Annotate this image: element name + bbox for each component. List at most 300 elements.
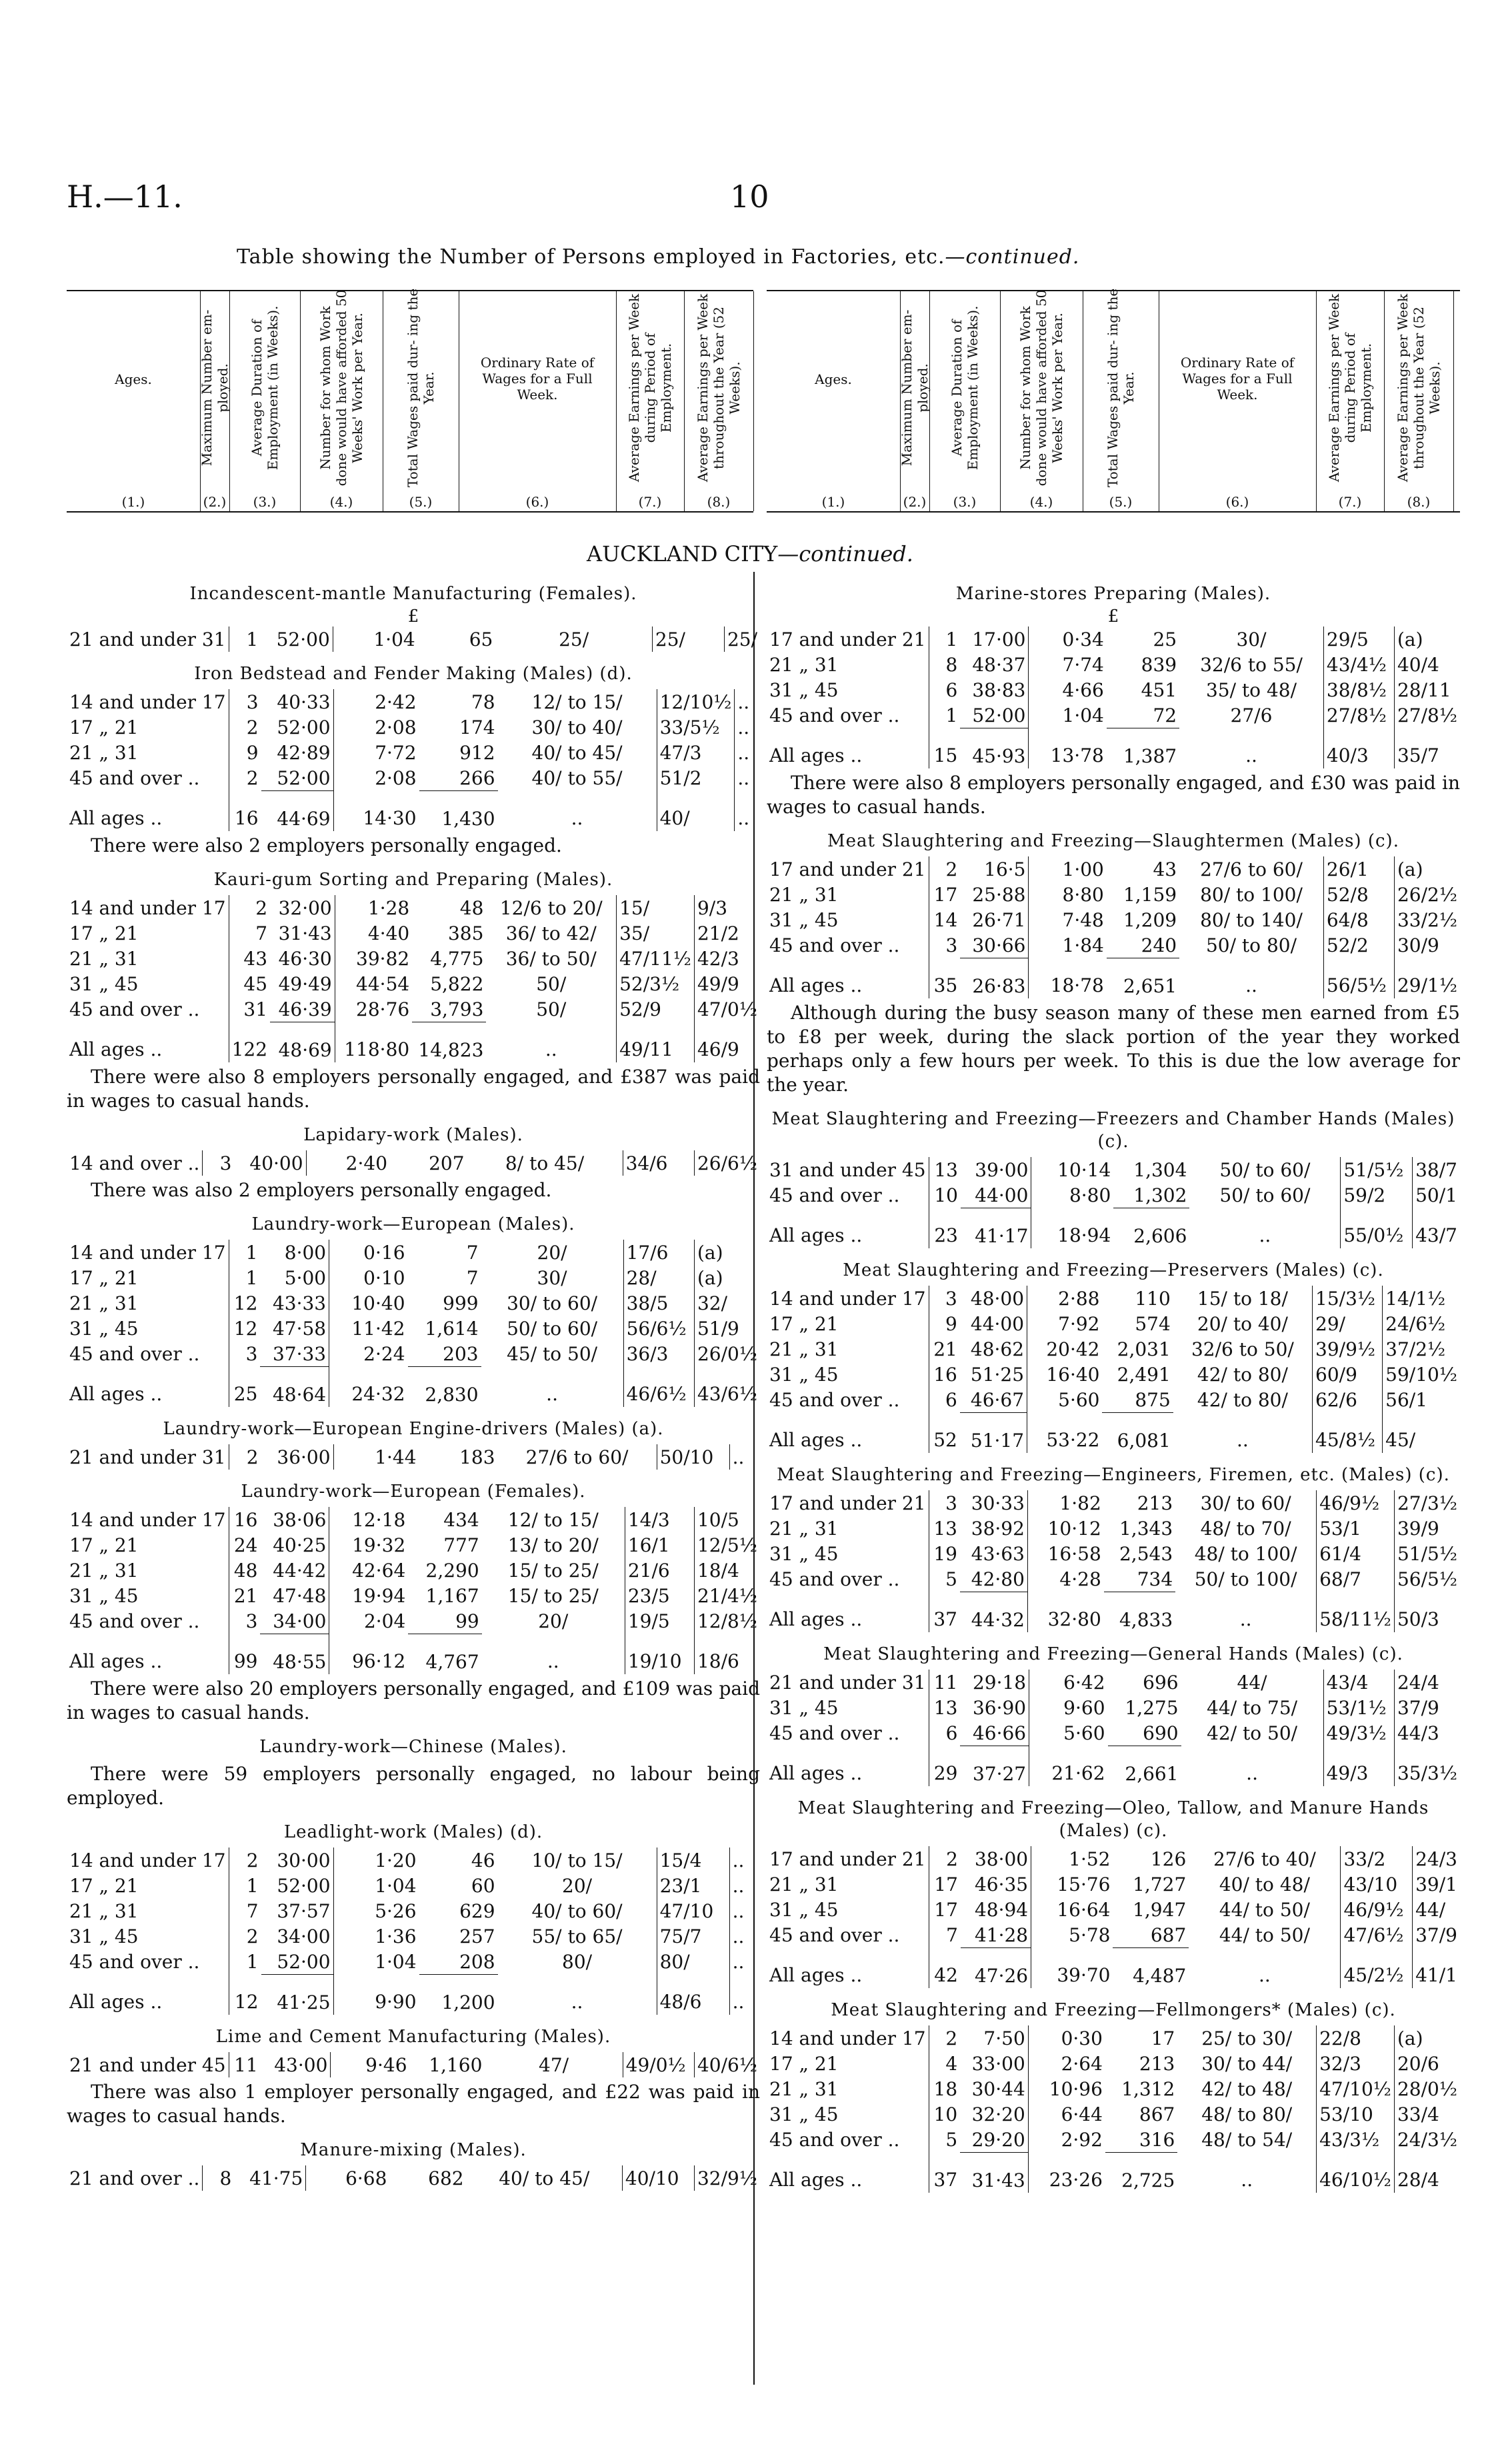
table-cell: 27/3½ — [1394, 1490, 1460, 1516]
table-cell: 5·78 — [1031, 1922, 1113, 1948]
table-cell: 32/ — [694, 1290, 760, 1316]
table-cell: 29·20 — [971, 2128, 1025, 2151]
column-header-6 — [459, 291, 617, 511]
table-cell: 9 — [929, 1311, 960, 1336]
table-cell: 6·44 — [1028, 2101, 1105, 2127]
table-cell: 27/6 to 60/ — [525, 1446, 629, 1468]
total-cell: 122 — [229, 1022, 270, 1063]
table-cell: 126 — [1150, 1848, 1187, 1870]
table-cell: 42·89 — [277, 741, 331, 764]
table-cell: 21 and under 31 — [769, 1671, 926, 1694]
table-row — [767, 1182, 1460, 1208]
table-cell: 21 „ 31 — [769, 1338, 839, 1360]
table-cell: 55/ to 65/ — [531, 1925, 623, 1947]
section-note: There was also 1 employer personally engaged, and £22 was paid in wages to casual hands. — [67, 2081, 760, 2127]
total-cell: All ages .. — [769, 744, 863, 767]
total-cell: 19/10 — [625, 1634, 694, 1675]
total-cell: All ages .. — [69, 1383, 163, 1406]
table-cell: .. — [735, 689, 760, 714]
total-cell: .. — [735, 791, 760, 832]
table-cell: 42·64 — [329, 1558, 408, 1583]
table-cell: 45 and over .. — [769, 704, 900, 726]
total-cell: 21·62 — [1029, 1746, 1108, 1787]
table-cell: 80/ — [562, 1950, 593, 1973]
total-row — [767, 1592, 1460, 1633]
table-cell: 39/9½ — [1313, 1336, 1383, 1362]
column-header-label: Number for whom Work done would have afforded 50 Weeks' Work per Year. — [317, 289, 365, 487]
table-cell: 30/ to 40/ — [531, 716, 623, 738]
table-cell: 46·39 — [278, 998, 332, 1020]
table-cell: 1·36 — [333, 1923, 419, 1949]
table-row — [767, 1566, 1460, 1592]
table-cell: 37/2½ — [1383, 1336, 1460, 1362]
table-cell: 31 „ 45 — [769, 1542, 839, 1565]
table-cell: 15/ to 18/ — [1197, 1287, 1288, 1310]
total-cell: 23·26 — [1028, 2153, 1105, 2193]
table-cell: 3 — [929, 1490, 960, 1516]
table-row — [767, 1516, 1460, 1541]
table-cell: 18 — [929, 2076, 960, 2101]
table-cell: 38·00 — [974, 1848, 1029, 1870]
total-cell: 49/11 — [617, 1022, 695, 1063]
table-cell: 7·92 — [1027, 1311, 1103, 1336]
table-cell: 14 and under 17 — [69, 1508, 226, 1531]
table-cell: 110 — [1135, 1287, 1171, 1310]
table-cell: 174 — [459, 716, 495, 738]
table-row — [767, 652, 1460, 677]
table-cell: 20/ — [537, 1241, 567, 1264]
column-header-1 — [767, 291, 901, 511]
table-cell: 27/6 to 40/ — [1213, 1848, 1316, 1870]
table-cell: 48·62 — [970, 1338, 1025, 1360]
table-cell: 39/9 — [1394, 1516, 1460, 1541]
table-cell: 999 — [443, 1292, 479, 1314]
table-cell: 0·30 — [1028, 2025, 1105, 2051]
table-cell: 17 and under 21 — [769, 858, 926, 880]
data-table — [67, 2052, 760, 2077]
table-cell: 0·34 — [1029, 626, 1107, 652]
table-cell: 21 — [229, 1583, 260, 1608]
table-row — [67, 1316, 760, 1341]
table-cell: 17 — [929, 1871, 961, 1897]
table-row — [67, 1558, 760, 1583]
table-cell: 9·46 — [331, 2052, 410, 2077]
table-cell: 839 — [1141, 653, 1177, 676]
table-cell: 61/4 — [1317, 1541, 1395, 1566]
total-cell: 37·27 — [960, 1746, 1029, 1787]
table-cell: 47/10½ — [1317, 2076, 1395, 2101]
table-cell: 12/ to 15/ — [531, 690, 623, 713]
total-cell: 45·93 — [960, 728, 1029, 769]
table-cell: 4·28 — [1027, 1566, 1103, 1592]
table-cell: 17 — [929, 1897, 961, 1922]
table-row — [67, 740, 760, 765]
table-cell: 72 — [1153, 704, 1177, 726]
table-cell: 2·64 — [1028, 2051, 1105, 2076]
table-cell: 46·35 — [974, 1873, 1029, 1895]
table-cell: 16 — [229, 1507, 260, 1532]
table-row — [67, 1873, 760, 1898]
table-cell: 696 — [1143, 1671, 1179, 1694]
table-cell: 28/11 — [1394, 677, 1460, 702]
table-cell: 30/ — [537, 1266, 567, 1289]
table-cell: 21 and under 31 — [69, 628, 226, 650]
data-table — [67, 1240, 760, 1407]
table-cell: 44/ — [1237, 1671, 1267, 1694]
table-row — [767, 1846, 1460, 1871]
table-cell: 5 — [929, 2127, 960, 2153]
table-section — [67, 2025, 760, 2128]
table-cell: 21 „ 31 — [69, 1292, 139, 1314]
table-cell: 2·40 — [306, 1150, 390, 1176]
column-header-label: Total Wages paid dur- ing the Year. — [1105, 288, 1137, 488]
total-cell: All ages .. — [769, 1608, 863, 1631]
table-cell: 21 „ 31 — [769, 2077, 839, 2100]
table-cell: 48·00 — [970, 1287, 1025, 1310]
total-cell: 18·78 — [1029, 958, 1107, 999]
table-cell: 29/ — [1313, 1311, 1383, 1336]
city-title-text: AUCKLAND CITY — [587, 541, 778, 567]
table-cell: 43/10 — [1341, 1871, 1413, 1897]
table-row — [767, 1490, 1460, 1516]
table-cell: 8 — [203, 2165, 234, 2191]
table-cell: 42/ to 80/ — [1197, 1363, 1288, 1386]
total-cell: .. — [1259, 1224, 1271, 1247]
table-cell: 240 — [1141, 934, 1177, 956]
table-title — [237, 245, 1079, 269]
table-row — [67, 1290, 760, 1316]
column-header-number: (6.) — [525, 494, 549, 510]
table-cell: 13 — [929, 1157, 961, 1182]
table-cell: 43/3½ — [1317, 2127, 1395, 2153]
table-cell: 47/ — [539, 2053, 569, 2076]
table-cell: 10·40 — [329, 1290, 408, 1316]
table-cell: 30/ to 60/ — [507, 1292, 598, 1314]
currency-unit: £ — [407, 607, 419, 626]
table-cell: 40/ to 55/ — [531, 766, 623, 789]
total-cell: All ages .. — [769, 1762, 863, 1785]
table-section — [767, 830, 1460, 1097]
table-cell: 51/5½ — [1341, 1157, 1413, 1182]
table-cell: 2 — [229, 895, 270, 920]
table-cell: 56/1 — [1383, 1387, 1460, 1413]
table-cell: 23/1 — [657, 1873, 729, 1898]
total-cell: 41·25 — [261, 1975, 334, 2015]
total-cell: 2,661 — [1108, 1746, 1181, 1787]
table-cell: 16·64 — [1031, 1897, 1113, 1922]
table-cell: 5 — [929, 1566, 960, 1592]
table-cell: 1,727 — [1133, 1873, 1187, 1895]
column-header-label: Ordinary Rate of Wages for a Full Week. — [1180, 355, 1295, 403]
table-cell: 4·66 — [1029, 677, 1107, 702]
total-cell: .. — [546, 1383, 558, 1406]
table-section — [67, 1480, 760, 1725]
table-cell: 40/4 — [1394, 652, 1460, 677]
table-cell: 434 — [443, 1508, 479, 1531]
table-cell: 28·76 — [335, 996, 412, 1022]
total-cell: 14,823 — [412, 1022, 486, 1063]
table-cell: 37/9 — [1413, 1922, 1460, 1948]
section-title: Laundry-work—Chinese (Males). — [259, 1737, 567, 1757]
table-cell: 12/ to 15/ — [507, 1508, 599, 1531]
table-cell: 15/3½ — [1313, 1286, 1383, 1311]
column-header-number: (5.) — [1109, 494, 1133, 510]
column-header-label: Average Earnings per Week during Period of Employment. — [1326, 293, 1374, 483]
table-cell: 38·06 — [273, 1508, 327, 1531]
table-section — [67, 1213, 760, 1407]
table-cell: 21 „ 31 — [69, 741, 139, 764]
table-cell: 690 — [1143, 1722, 1179, 1744]
table-cell: 6 — [929, 1387, 960, 1413]
total-cell: 41/1 — [1413, 1948, 1460, 1989]
table-cell: 48/ to 54/ — [1201, 2128, 1293, 2151]
column-header-4 — [300, 291, 383, 511]
table-cell: 35/ — [617, 920, 695, 946]
section-note: There was also 2 employers personally engaged. — [91, 1179, 552, 1201]
table-row — [767, 1897, 1460, 1922]
column-header-8 — [684, 291, 754, 511]
table-cell: 912 — [459, 741, 495, 764]
table-cell: 40·00 — [249, 1152, 303, 1174]
table-cell: 80/ to 100/ — [1200, 883, 1303, 906]
table-cell: 3 — [929, 932, 960, 958]
table-cell: 32/6 to 50/ — [1191, 1338, 1294, 1360]
table-cell: 14/3 — [625, 1507, 694, 1532]
total-cell: 46/9 — [694, 1022, 760, 1063]
table-cell: 1,160 — [429, 2053, 483, 2076]
data-table — [767, 1157, 1460, 1248]
table-cell: 33·00 — [971, 2052, 1025, 2075]
table-cell: 17 „ 21 — [69, 1266, 139, 1289]
column-header-5 — [383, 288, 459, 511]
table-cell: 39·00 — [975, 1158, 1029, 1181]
total-cell: All ages .. — [769, 974, 863, 997]
table-cell: 65 — [469, 628, 493, 650]
table-cell: 45 and over .. — [769, 934, 900, 956]
table-row — [67, 2052, 760, 2077]
table-section — [67, 1821, 760, 2015]
table-cell: 2 — [929, 856, 960, 882]
total-cell: 51·17 — [960, 1413, 1027, 1454]
table-cell: 12·18 — [329, 1507, 408, 1532]
total-cell: .. — [1245, 974, 1257, 997]
table-cell: 40/ to 45/ — [499, 2167, 590, 2189]
table-cell: 10·14 — [1031, 1157, 1113, 1182]
table-cell: 4,775 — [430, 947, 484, 970]
table-cell: 43 — [229, 946, 270, 971]
table-cell: .. — [729, 1873, 760, 1898]
table-row — [67, 2165, 760, 2191]
table-cell: 17 „ 21 — [769, 1312, 839, 1335]
total-cell: 52 — [929, 1413, 960, 1454]
total-cell: All ages .. — [69, 807, 163, 830]
table-cell: 1,343 — [1119, 1517, 1173, 1540]
table-cell: 1 — [929, 626, 960, 652]
total-row — [67, 1022, 760, 1063]
total-cell: 45/2½ — [1341, 1948, 1413, 1989]
total-cell: 46/6½ — [623, 1367, 694, 1408]
table-cell: 44/ — [1413, 1897, 1460, 1922]
table-cell: 19 — [929, 1541, 960, 1566]
table-cell: 10 — [929, 1182, 961, 1208]
column-header-3 — [929, 291, 1001, 511]
table-cell: 33/2½ — [1394, 907, 1460, 932]
table-cell: 52·00 — [277, 1874, 331, 1897]
table-row — [67, 1341, 760, 1367]
total-cell: 29/1½ — [1394, 958, 1460, 999]
table-cell: 207 — [429, 1152, 465, 1174]
table-cell: 62/6 — [1313, 1387, 1383, 1413]
table-cell: .. — [735, 714, 760, 740]
table-cell: 49·49 — [278, 972, 332, 995]
table-cell: 50/ to 60/ — [1219, 1158, 1311, 1181]
table-section — [767, 1464, 1460, 1632]
table-cell: 1·82 — [1027, 1490, 1103, 1516]
column-header-number: (6.) — [1225, 494, 1249, 510]
table-cell: 42/ to 48/ — [1201, 2077, 1293, 2100]
table-cell: 22/8 — [1317, 2025, 1395, 2051]
table-cell: 46/9½ — [1317, 1490, 1395, 1516]
table-row — [67, 765, 760, 791]
table-cell: 46·66 — [972, 1722, 1027, 1744]
total-cell: 32·80 — [1027, 1592, 1103, 1633]
data-table — [767, 1670, 1460, 1786]
table-row — [767, 626, 1460, 652]
table-cell: 43·00 — [274, 2053, 328, 2076]
table-cell: 21 „ 31 — [69, 1559, 139, 1582]
total-cell: 26·83 — [960, 958, 1029, 999]
table-cell: 10/5 — [694, 1507, 760, 1532]
total-cell: 45/8½ — [1313, 1413, 1383, 1454]
table-cell: 9 — [229, 740, 261, 765]
total-cell: 35 — [929, 958, 960, 999]
table-cell: 266 — [459, 766, 495, 789]
section-title: Lapidary-work (Males). — [303, 1125, 523, 1145]
table-cell: 47·48 — [273, 1584, 327, 1607]
table-cell: 9/3 — [694, 895, 760, 920]
table-cell: 2·08 — [333, 765, 419, 791]
table-cell: 203 — [443, 1342, 479, 1365]
column-header-label: Total Wages paid dur- ing the Year. — [405, 288, 437, 488]
total-cell: 48/6 — [657, 1975, 729, 2015]
table-cell: 12/6 to 20/ — [499, 896, 603, 919]
table-cell: 574 — [1135, 1312, 1171, 1335]
table-cell: (a) — [1394, 626, 1460, 652]
table-cell: 15/4 — [657, 1848, 729, 1873]
table-cell: 20/ — [538, 1610, 569, 1632]
table-cell: 1 — [229, 1873, 261, 1898]
table-section — [67, 1736, 760, 1810]
table-row — [767, 677, 1460, 702]
page-number: 10 — [730, 179, 769, 215]
table-cell: 3,793 — [430, 998, 484, 1020]
table-row — [767, 1336, 1460, 1362]
table-cell: 1·84 — [1029, 932, 1107, 958]
table-cell: 39·82 — [335, 946, 412, 971]
total-cell: 2,830 — [408, 1367, 481, 1408]
city-title-continued: —continued. — [777, 541, 913, 567]
total-cell: 2,651 — [1107, 958, 1179, 999]
table-cell: 31 „ 45 — [769, 2103, 839, 2125]
table-cell: 46·67 — [970, 1388, 1025, 1411]
total-cell: .. — [571, 807, 583, 830]
table-cell: 43·33 — [272, 1292, 327, 1314]
total-cell: All ages .. — [769, 2169, 863, 2191]
data-table — [67, 689, 760, 831]
table-cell: 7 — [229, 920, 270, 946]
table-row — [767, 702, 1460, 728]
table-cell: 45/ to 50/ — [507, 1342, 598, 1365]
section-title: Meat Slaughtering and Freezing—Engineers, Firemen, etc. (Males) (c). — [777, 1465, 1450, 1485]
table-row — [767, 2076, 1460, 2101]
total-cell: All ages .. — [69, 1650, 163, 1673]
column-header-label: Maximum Number em- ployed. — [199, 309, 231, 467]
table-cell: 31 „ 45 — [769, 1696, 839, 1719]
total-cell: All ages .. — [69, 1038, 163, 1061]
table-cell: 9·60 — [1029, 1695, 1108, 1720]
table-cell: 21 and under 31 — [69, 1446, 226, 1468]
table-cell: 44/ to 50/ — [1219, 1898, 1310, 1921]
table-row — [67, 1444, 760, 1470]
table-cell: 12/5½ — [694, 1532, 760, 1558]
total-cell: 40/ — [657, 791, 735, 832]
table-cell: 6·68 — [306, 2165, 390, 2191]
table-cell: 5,822 — [430, 972, 484, 995]
section-note: There were also 8 employers personally engaged, and £30 was paid in wages to casual hands. — [767, 772, 1460, 818]
table-cell: 47/3 — [657, 740, 735, 765]
table-cell: 45 and over .. — [69, 998, 200, 1020]
table-cell: 21 „ 31 — [69, 1899, 139, 1922]
table-cell: 46 — [471, 1849, 495, 1871]
section-title: Lime and Cement Manufacturing (Males). — [215, 2027, 611, 2047]
table-cell: 26/0½ — [694, 1341, 760, 1367]
section-note: There were also 8 employers personally engaged, and £387 was paid in wages to casual hands. — [67, 1066, 760, 1112]
total-cell: 2,725 — [1105, 2153, 1177, 2193]
table-cell: 16·40 — [1027, 1362, 1103, 1387]
table-cell: 51/5½ — [1394, 1541, 1460, 1566]
total-cell: 41·17 — [961, 1208, 1031, 1249]
total-cell: 4,833 — [1104, 1592, 1175, 1633]
total-row — [767, 1413, 1460, 1454]
table-cell: 45 and over .. — [69, 1610, 200, 1632]
table-row — [67, 1265, 760, 1290]
table-cell: 14 and under 17 — [69, 690, 226, 713]
table-cell: 56/6½ — [623, 1316, 694, 1341]
table-cell: 48 — [229, 1558, 260, 1583]
total-cell: 29 — [929, 1746, 960, 1787]
table-cell: 4·40 — [335, 920, 412, 946]
table-cell: 8·80 — [1029, 882, 1107, 907]
table-cell: 27/6 to 60/ — [1200, 858, 1303, 880]
total-cell: .. — [545, 1038, 557, 1061]
table-cell: 13/ to 20/ — [507, 1534, 599, 1556]
table-cell: 45 and over .. — [769, 1388, 900, 1411]
table-cell: 30/ to 60/ — [1200, 1492, 1291, 1514]
column-header-number: (3.) — [953, 494, 977, 510]
data-table — [67, 1848, 760, 2015]
table-cell: 47/6½ — [1341, 1922, 1413, 1948]
table-cell: 32/6 to 55/ — [1200, 653, 1303, 676]
table-cell: 1,167 — [425, 1584, 479, 1607]
section-title: Manure-mixing (Males). — [300, 2140, 527, 2160]
table-cell: 38/8½ — [1323, 677, 1394, 702]
table-cell: 8 — [929, 652, 960, 677]
table-cell: 40·33 — [277, 690, 331, 713]
table-cell: 17 „ 21 — [69, 716, 139, 738]
section-title: Meat Slaughtering and Freezing—Freezers and Chamber Hands (Males) (c). — [771, 1109, 1455, 1152]
table-cell: 1,614 — [425, 1317, 479, 1340]
total-cell: 40/3 — [1323, 728, 1394, 769]
